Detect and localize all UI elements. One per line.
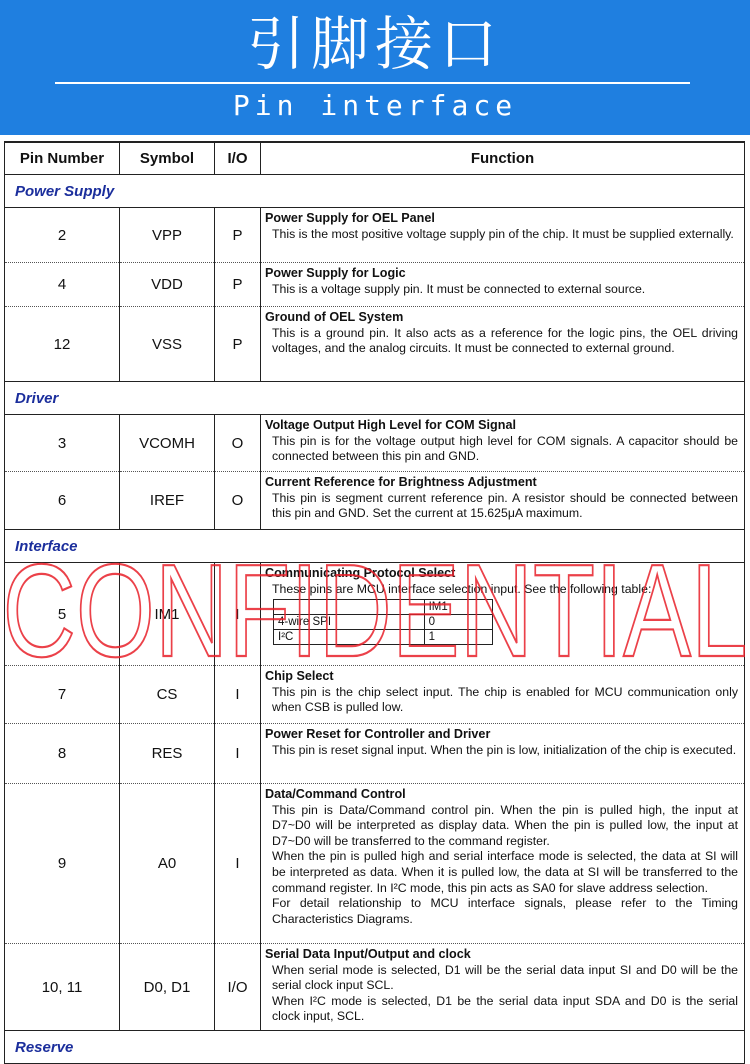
pin-symbol: IREF xyxy=(120,472,215,530)
section-row xyxy=(5,175,745,208)
sub-table-cell: I²C xyxy=(274,630,425,645)
pin-io: P xyxy=(215,208,261,263)
function-text: This is the most positive voltage supply pin of the chip. It must be supplied externally. xyxy=(272,226,734,241)
pin-number: 3 xyxy=(5,415,120,472)
header-io: I/O xyxy=(215,142,261,175)
function-heading: Voltage Output High Level for COM Signal xyxy=(265,418,516,432)
pin-symbol: A0 xyxy=(120,784,215,944)
pin-number: 9 xyxy=(5,784,120,944)
sub-table-row xyxy=(274,630,493,645)
section-driver: Driver xyxy=(5,382,745,415)
function-heading: Communicating Protocol Select xyxy=(265,566,456,580)
function-text: When I²C mode is selected, D1 be the serial data input SDA and D0 is the serial clock input, SCL. xyxy=(272,993,738,1024)
sub-table-cell: IM1 xyxy=(424,600,492,615)
function-text: When serial mode is selected, D1 will be the serial data input SI and D0 will be the serial clock input SCL. xyxy=(272,962,738,993)
pin-number: 12 xyxy=(5,307,120,382)
pin-number: 8 xyxy=(5,724,120,784)
watermark-text: CONFIDENTIAL xyxy=(2,548,748,668)
header-function: Function xyxy=(261,142,745,175)
table-row xyxy=(5,307,745,382)
pin-symbol: VDD xyxy=(120,263,215,307)
function-text: This pin is Data/Command control pin. When the pin is pulled high, the input at D7~D0 will be interpreted as display data. When the pin is pulled low, the input at D7~D0 will be transferred to the command register. xyxy=(272,802,738,848)
function-heading: Power Supply for OEL Panel xyxy=(265,211,435,225)
sub-table-cell: 1 xyxy=(424,630,492,645)
pin-number: 5 xyxy=(5,563,120,666)
table-row xyxy=(5,472,745,530)
pin-io: I xyxy=(215,784,261,944)
section-reserve: Reserve xyxy=(5,1031,745,1064)
section-row xyxy=(5,530,745,563)
function-heading: Chip Select xyxy=(265,669,334,683)
pin-number: 6 xyxy=(5,472,120,530)
pin-function xyxy=(261,208,745,263)
sub-table-cell: 0 xyxy=(424,615,492,630)
table-row xyxy=(5,563,745,666)
pin-number: 4 xyxy=(5,263,120,307)
pin-symbol: RES xyxy=(120,724,215,784)
table-header-row xyxy=(5,142,745,175)
pin-io: I xyxy=(215,563,261,666)
protocol-select-table xyxy=(273,599,493,645)
table-row xyxy=(5,415,745,472)
table-row xyxy=(5,263,745,307)
pin-function xyxy=(261,666,745,724)
pin-function xyxy=(261,263,745,307)
pin-io: O xyxy=(215,472,261,530)
header-pin-number: Pin Number xyxy=(5,142,120,175)
pin-io: I xyxy=(215,724,261,784)
pin-function xyxy=(261,415,745,472)
function-text: This pin is reset signal input. When the pin is low, initialization of the chip is executed. xyxy=(272,742,737,757)
function-text: When the pin is pulled high and serial interface mode is selected, the data at SI will be interpreted as data. When it is pulled low, the data at SI will be transferred to the command register. In I²C mode, this pin acts as SA0 for slave address selection. xyxy=(272,849,738,895)
title-divider xyxy=(55,82,690,84)
pin-function xyxy=(261,472,745,530)
sub-table-row xyxy=(274,600,493,615)
sub-table-row xyxy=(274,615,493,630)
section-row xyxy=(5,1031,745,1064)
pin-table xyxy=(4,141,745,1064)
header-symbol: Symbol xyxy=(120,142,215,175)
pin-symbol: IM1 xyxy=(120,563,215,666)
pin-symbol: VCOMH xyxy=(120,415,215,472)
function-heading: Ground of OEL System xyxy=(265,310,404,324)
pin-io: P xyxy=(215,307,261,382)
pin-symbol: VPP xyxy=(120,208,215,263)
header-banner xyxy=(0,0,750,135)
section-interface: Interface xyxy=(5,530,745,563)
function-text: These pins are MCU interface selection input. See the following table: xyxy=(272,581,652,596)
pin-function xyxy=(261,784,745,944)
table-row xyxy=(5,784,745,944)
pin-symbol: CS xyxy=(120,666,215,724)
section-power-supply: Power Supply xyxy=(5,175,745,208)
section-row xyxy=(5,382,745,415)
function-text: For detail relationship to MCU interface signals, please refer to the Timing Characteristics Diagrams. xyxy=(272,896,738,926)
table-row xyxy=(5,208,745,263)
page-title: 引脚接口 xyxy=(246,10,503,78)
function-heading: Power Reset for Controller and Driver xyxy=(265,727,491,741)
pin-symbol: VSS xyxy=(120,307,215,382)
table-row xyxy=(5,944,745,1031)
sub-table-cell xyxy=(274,600,425,615)
pin-io: P xyxy=(215,263,261,307)
function-text: This pin is for the voltage output high level for COM signals. A capacitor should be connected between this pin and GND. xyxy=(272,433,738,464)
pin-io: I/O xyxy=(215,944,261,1031)
pin-function xyxy=(261,724,745,784)
function-text: This is a voltage supply pin. It must be connected to external source. xyxy=(272,281,646,296)
page-subtitle: Pin interface xyxy=(232,89,518,122)
pin-io: O xyxy=(215,415,261,472)
table-row xyxy=(5,724,745,784)
function-heading: Power Supply for Logic xyxy=(265,266,406,280)
pin-function xyxy=(261,307,745,382)
function-text: This pin is segment current reference pin. A resistor should be connected between this pin and GND. Set the current at 15.625μA maximum. xyxy=(272,490,738,521)
function-heading: Current Reference for Brightness Adjustment xyxy=(265,475,537,489)
sub-table-cell: 4-wire SPI xyxy=(274,615,425,630)
pin-function xyxy=(261,944,745,1031)
pin-number: 10, 11 xyxy=(5,944,120,1031)
pin-io: I xyxy=(215,666,261,724)
pin-symbol: D0, D1 xyxy=(120,944,215,1031)
function-heading: Data/Command Control xyxy=(265,787,406,801)
function-heading: Serial Data Input/Output and clock xyxy=(265,947,471,961)
pin-function xyxy=(261,563,745,666)
pin-number: 7 xyxy=(5,666,120,724)
pin-number: 2 xyxy=(5,208,120,263)
function-text: This is a ground pin. It also acts as a reference for the logic pins, the OEL driving voltages, and the analog circuits. It must be connected to external ground. xyxy=(272,325,738,356)
table-row xyxy=(5,666,745,724)
function-text: This pin is the chip select input. The chip is enabled for MCU communication only when CSB is pulled low. xyxy=(272,684,738,715)
